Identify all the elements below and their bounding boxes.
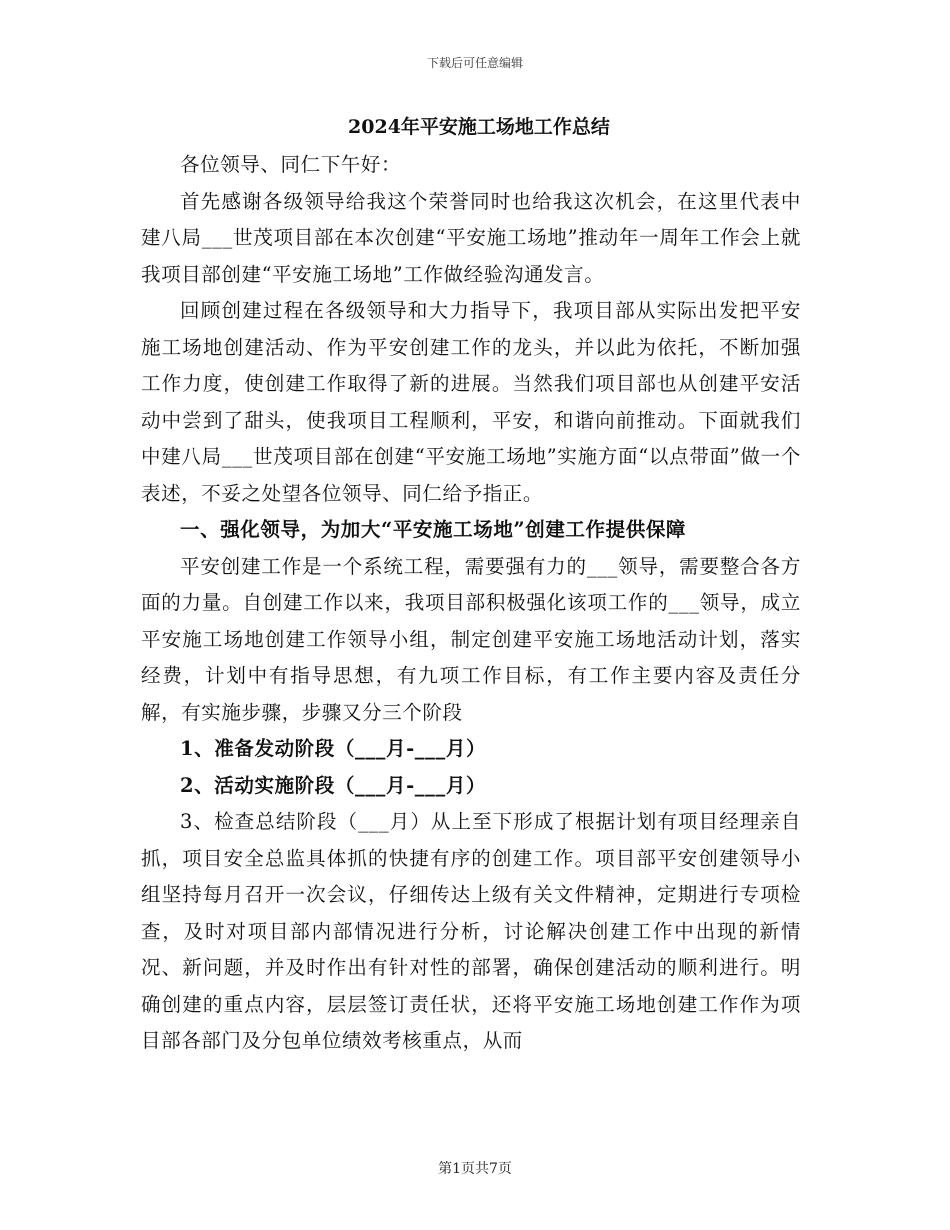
document-title: 2024年平安施工场地工作总结	[348, 116, 610, 138]
header-note: 下载后可任意编辑	[426, 56, 523, 70]
paragraph-intro: 首先感谢各级领导给我这个荣誉同时也给我这次机会，在这里代表中建八局___世茂项目部在本次创建“平安施工场地”推动年一周年工作会上就我项目部创建“平安施工场地”工作做经验沟通发言。	[141, 189, 801, 286]
section-1-paragraph: 平安创建工作是一个系统工程，需要强有力的___领导，需要整合各方面的力量。自创建工作以来，我项目部积极强化该项工作的___领导，成立平安施工场地创建工作领导小组，制定创建平安施工场地活动计划，落实经费，计划中有指导思想，有九项工作目标，有工作主要内容及责任分解，有实施步骤，步骤又分三个阶段	[141, 554, 801, 724]
stage-1-item: 1、准备发动阶段（___月-___月）	[180, 737, 487, 760]
document-body	[141, 107, 801, 1060]
section-heading-1: 一、强化领导，为加大“平安施工场地”创建工作提供保障	[180, 518, 687, 541]
stage-3-paragraph: 3、检查总结阶段（___月）从上至下形成了根据计划有项目经理亲自抓，项目安全总监具体抓的快捷有序的创建工作。项目部平安创建领导小组坚持每月召开一次会议，仔细传达上级有关文件精神，定期进行专项检查，及时对项目部内部情况进行分析，讨论解决创建工作中出现的新情况、新问题，并及时作出有针对性的部署，确保创建活动的顺利进行。明确创建的重点内容，层层签订责任状，还将平安施工场地创建工作作为项目部各部门及分包单位绩效考核重点，从而	[141, 810, 801, 1052]
greeting: 各位领导、同仁下午好：	[180, 153, 402, 176]
paragraph-review: 回顾创建过程在各级领导和大力指导下，我项目部从实际出发把平安施工场地创建活动、作为平安创建工作的龙头，并以此为依托，不断加强工作力度，使创建工作取得了新的进展。当然我们项目部也从创建平安活动中尝到了甜头，使我项目工程顺利，平安，和谐向前推动。下面就我们中建八局___世茂项目部在创建“平安施工场地”实施方面“以点带面”做一个表述，不妥之处望各位领导、同仁给予指正。	[141, 299, 801, 505]
page-indicator: 第1页共7页	[438, 1161, 512, 1177]
stage-2-item: 2、活动实施阶段（___月-___月）	[180, 773, 487, 797]
